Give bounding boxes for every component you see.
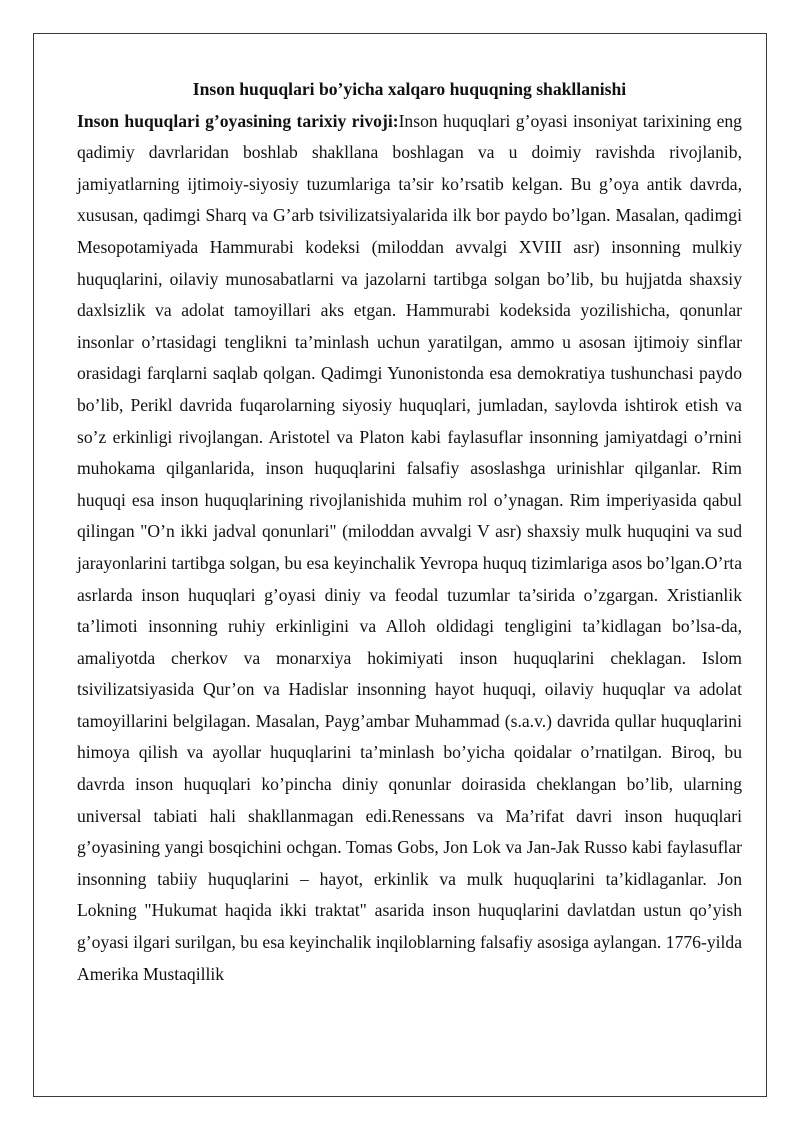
- document-title: Inson huquqlari bo’yicha xalqaro huquqning shakllanishi: [192, 79, 627, 99]
- body-text: Inson huquqlari g’oyasi insoniyat tarixining eng qadimiy davrlaridan boshlab shakllana boshlagan va u doimiy ravishda rivojlanib, jamiyatlarning ijtimoiy-siyosiy tuzumlariga ta’sir ko’rsatib kelgan. Bu g’oya antik davrda, xususan, qadimgi Sharq va G’arb tsivilizatsiyalarida ilk bor paydo bo’lgan. Masalan, qadimgi Mesopotamiyada Hammurabi kodeksi (miloddan avvalgi XVIII asr) insonning mulkiy huquqlarini, oilaviy munosabatlarni va jazolarni tartibga solgan bo’lib, bu hujjatda shaxsiy daxlsizlik va adolat tamoyillari aks etgan. Hammurabi kodeksida yozilishicha, qonunlar insonlar o’rtasidagi tenglikni ta’minlash uchun yaratilgan, ammo u asosan ijtimoiy sinflar orasidagi farqlarni saqlab qolgan. Qadimgi Yunonistonda esa demokratiya tushunchasi paydo bo’lib, Perikl davrida fuqarolarning siyosiy huquqlari, jumladan, saylovda ishtirok etish va so’z erkinligi rivojlangan. Aristotel va Platon kabi faylasuflar insonning jamiyatdagi o’rnini muhokama qilganlarida, inson huquqlarini falsafiy asoslashga urinishlar qilganlar. Rim huquqi esa inson huquqlarining rivojlanishida muhim rol o’ynagan. Rim imperiyasida qabul qilingan "O’n ikki jadval qonunlari" (miloddan avvalgi V asr) shaxsiy mulk huquqini va sud jarayonlarini tartibga solgan, bu esa keyinchalik Yevropa huquq tizimlariga asos bo’lgan.O’rta asrlarda inson huquqlari g’oyasi diniy va feodal tuzumlar ta’sirida o’zgargan. Xristianlik ta’limoti insonning ruhiy erkinligini va Alloh oldidagi tengligini ta’kidlagan bo’lsa-da, amaliyotda cherkov va monarxiya hokimiyati inson huquqlarini cheklagan. Islom tsivilizatsiyasida Qur’on va Hadislar insonning hayot huquqi, oilaviy huquqlar va adolat tamoyillarini belgilagan. Masalan, Payg’ambar Muhammad (s.a.v.) davrida qullar huquqlarini himoya qilish va ayollar huquqlarini ta’minlash bo’yicha qoidalar o’rnatilgan. Biroq, bu davrda inson huquqlari ko’pincha diniy qonunlar doirasida cheklangan bo’lib, ularning universal tabiati hali shakllanmagan edi.Renessans va Ma’rifat davri inson huquqlari g’oyasining yangi bosqichini ochgan. Tomas Gobs, Jon Lok va Jan-Jak Russo kabi faylasuflar insonning tabiiy huquqlarini – hayot, erkinlik va mulk huquqlarini ta’kidlaganlar. Jon Lokning "Hukumat haqida ikki traktat" asarida inson huquqlarini davlatdan ustun qo’yish g’oyasi ilgari surilgan, bu esa keyinchalik inqiloblarning falsafiy asosiga aylangan. 1776-yilda Amerika Mustaqillik: [77, 110, 742, 984]
- document-content: [77, 74, 742, 990]
- section-heading: Inson huquqlari g’oyasining tarixiy rivoji:: [77, 110, 399, 131]
- body-paragraph: [77, 106, 742, 991]
